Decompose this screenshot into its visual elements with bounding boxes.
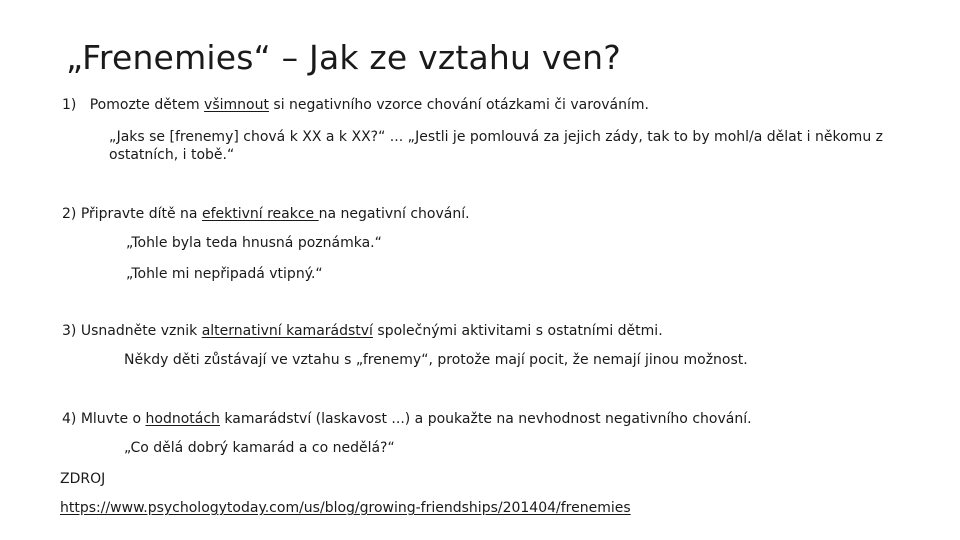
item-3-note: Někdy děti zůstávají ve vztahu s „frenemy“, protože mají pocit, že nemají jinou možnost. [124, 352, 748, 368]
item-2-text-pre: Připravte dítě na [80, 206, 202, 222]
item-1-text-pre: Pomozte dětem [89, 97, 205, 113]
item-2-number: 2) [62, 206, 77, 222]
item-3-number: 3) [62, 323, 77, 339]
item-2-quote-1: „Tohle byla teda hnusná poznámka.“ [126, 235, 382, 251]
item-1-text-post: si negativního vzorce chování otázkami či varováním. [268, 97, 649, 113]
item-1 [62, 96, 649, 114]
item-4-text-pre: Mluvte o [80, 411, 146, 427]
slide-title: „Frenemies“ – Jak ze vztahu ven? [66, 38, 621, 77]
item-4-keyword: hodnotách [145, 411, 220, 427]
item-2-text-post: na negativní chování. [318, 206, 470, 222]
item-3-text-pre: Usnadněte vznik [80, 323, 202, 339]
item-4 [62, 410, 752, 428]
item-2 [62, 205, 470, 223]
item-1-number: 1) [62, 97, 77, 113]
item-4-text-post: kamarádství (laskavost ...) a poukažte na nevhodnost negativního chování. [219, 411, 752, 427]
item-1-quote: „Jaks se [frenemy] chová k XX a k XX?“ ... „Jestli je pomlouvá za jejich zády, tak to by mohl/a dělat i někomu z ostatních, i tobě.“ [109, 129, 883, 163]
item-2-quote-2: „Tohle mi nepřipadá vtipný.“ [126, 266, 323, 282]
item-1-keyword: všimnout [204, 97, 269, 113]
item-4-quote: „Co dělá dobrý kamarád a co nedělá?“ [124, 440, 395, 456]
source-link[interactable]: https://www.psychologytoday.com/us/blog/growing-friendships/201404/frenemies [60, 500, 631, 516]
source-label: ZDROJ [60, 471, 106, 487]
item-2-keyword: efektivní reakce [201, 206, 319, 222]
item-3-keyword: alternativní kamarádství [201, 323, 373, 339]
item-3-text-post: společnými aktivitami s ostatními dětmi. [372, 323, 663, 339]
item-4-number: 4) [62, 411, 77, 427]
item-3 [62, 322, 663, 340]
